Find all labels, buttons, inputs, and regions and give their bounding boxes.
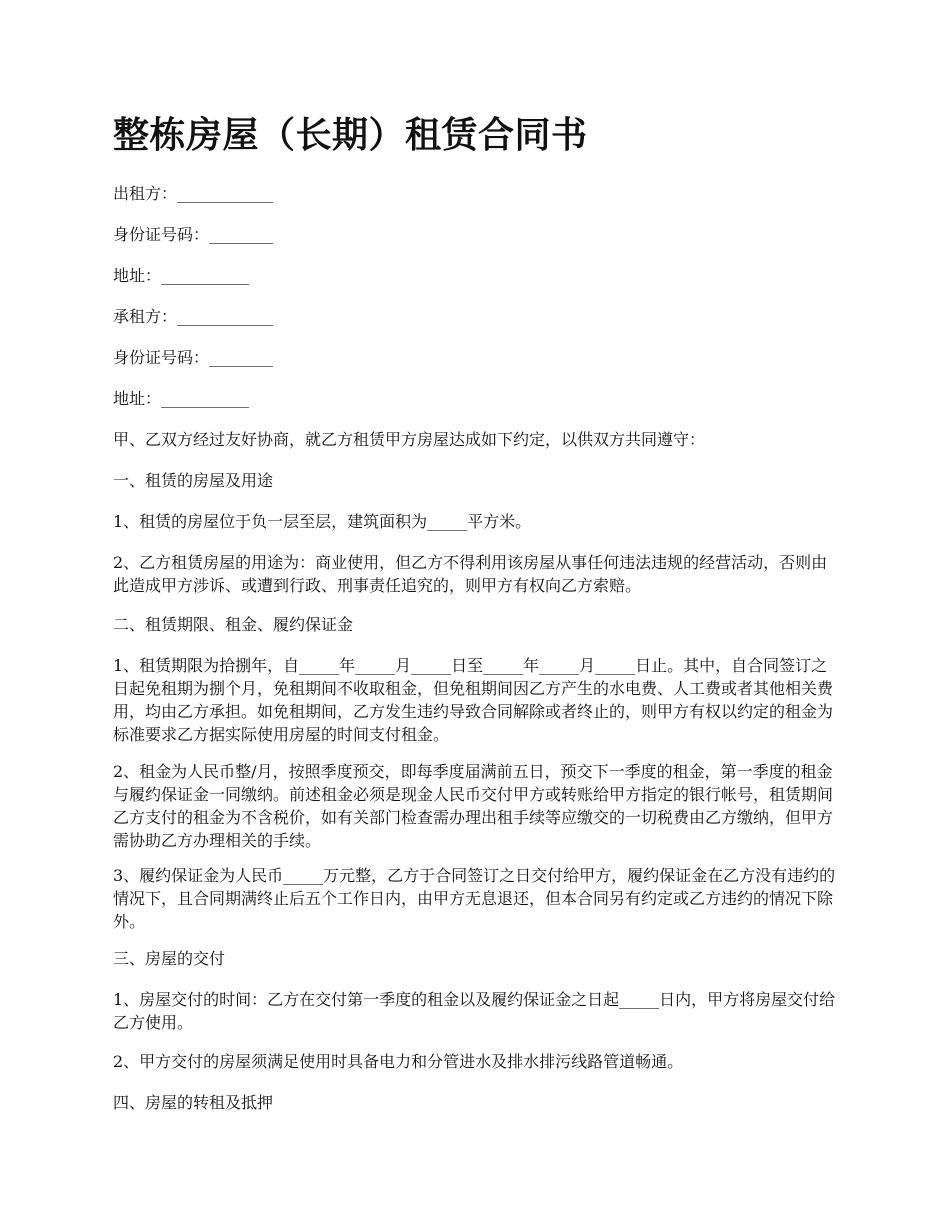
- lessor-address-field: 地址：___________: [113, 266, 250, 285]
- lessor-id-field: 身份证号码：________: [113, 225, 274, 244]
- clause-paragraph: 1、租赁的房屋位于负一层至层，建筑面积为_____平方米。: [113, 512, 532, 531]
- section-heading: 三、房屋的交付: [113, 949, 226, 968]
- clause-paragraph: 1、房屋交付的时间：乙方在交付第一季度的租金以及履约保证金之日起_____日内，甲方将房屋交付给乙方使用。: [113, 990, 836, 1032]
- lessee-id-field: 身份证号码：________: [113, 348, 274, 367]
- lessee-address-field: 地址：___________: [113, 389, 250, 408]
- clause-paragraph: 2、租金为人民币整/月，按照季度预交，即每季度届满前五日，预交下一季度的租金，第一季度的租金与履约保证金一同缴纳。前述租金必须是现金人民币交付甲方或转账给甲方指定的银行帐号，租赁期间乙方支付的租金为不含税价，如有关部门检查需办理出租手续等应缴交的一切税费由乙方缴纳，但甲方需协助乙方办理相关的手续。: [113, 762, 834, 850]
- lessor-field: 出租方：____________: [113, 184, 274, 203]
- document-title: 整栋房屋（长期）租赁合同书: [113, 114, 588, 156]
- section-heading: 一、租赁的房屋及用途: [113, 471, 274, 490]
- lessee-field: 承租方：____________: [113, 307, 274, 326]
- clause-paragraph: 3、履约保证金为人民币_____万元整，乙方于合同签订之日交付给甲方，履约保证金在乙方没有违约的情况下，且合同期满终止后五个工作日内，由甲方无息退还，但本合同另有约定或乙方违约的情况下除外。: [113, 866, 836, 931]
- section-heading: 四、房屋的转租及抵押: [113, 1093, 274, 1112]
- section-heading: 二、租赁期限、租金、履约保证金: [113, 615, 354, 634]
- clause-paragraph: 2、甲方交付的房屋须满足使用时具备电力和分管进水及排水排污线路管道畅通。: [113, 1052, 684, 1071]
- clause-paragraph: 2、乙方租赁房屋的用途为：商业使用，但乙方不得利用该房屋从事任何违法违规的经营活动，否则由此造成甲方涉诉、或遭到行政、刑事责任追究的，则甲方有权向乙方索赔。: [113, 553, 828, 595]
- intro-paragraph: 甲、乙双方经过友好协商，就乙方租赁甲方房屋达成如下约定，以供双方共同遵守：: [113, 430, 706, 449]
- clause-paragraph: 1、租赁期限为拾捌年，自_____年_____月_____日至_____年_____月_____日止。其中，自合同签订之日起免租期为捌个月，免租期间不收取租金，但免租期间因乙方产生的水电费、人工费或者其他相关费用，均由乙方承担。如免租期间，乙方发生违约导致合同解除或者终止的，则甲方有权以约定的租金为标准要求乙方据实际使用房屋的时间支付租金。: [113, 656, 834, 744]
